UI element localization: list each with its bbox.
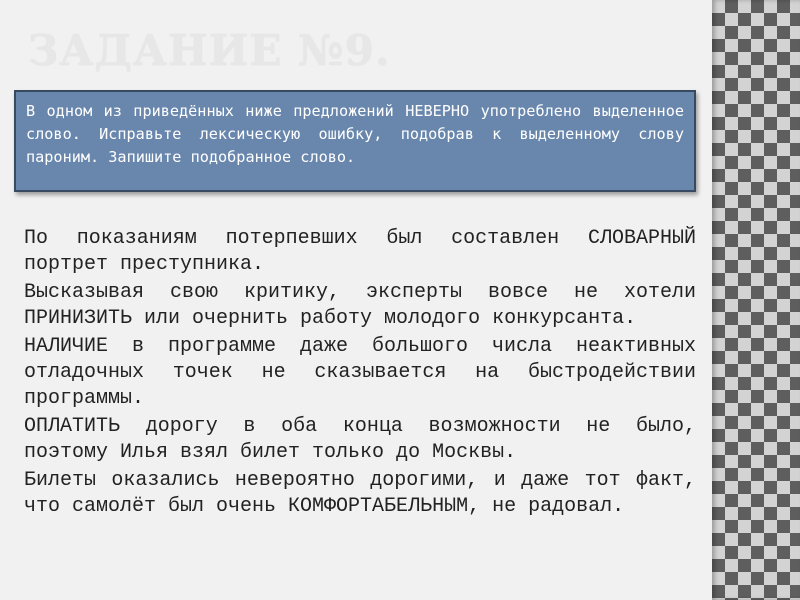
- sentence-4: ОПЛАТИТЬ дорогу в оба конца возможности не было, поэтому Илья взял билет только до Москвы.: [24, 415, 696, 464]
- sentence-5: Билеты оказались невероятно дорогими, и даже тот факт, что самолёт был очень КОМФОРТАБЕЛЬНЫМ, не радовал.: [24, 469, 696, 518]
- sentence-2: Высказывая свою критику, эксперты вовсе не хотели ПРИНИЗИТЬ или очернить работу молодого конкурсанта.: [24, 281, 696, 330]
- sentence-3: НАЛИЧИЕ в программе даже большого числа неактивных отладочных точек не сказывается на быстродействии программы.: [24, 335, 696, 410]
- task-instruction-box: В одном из приведённых ниже предложений НЕВЕРНО употреблено выделенное слово. Исправьте лексическую ошибку, подобрав к выделенному слову пароним. Запишите подобранное слово.: [14, 90, 696, 192]
- sentence-1: По показаниям потерпевших был составлен СЛОВАРНЫЙ портрет преступника.: [24, 227, 696, 276]
- sentence-list: [24, 226, 696, 522]
- decorative-pattern-strip: [712, 0, 800, 600]
- slide-title: ЗАДАНИЕ №9.: [28, 26, 391, 75]
